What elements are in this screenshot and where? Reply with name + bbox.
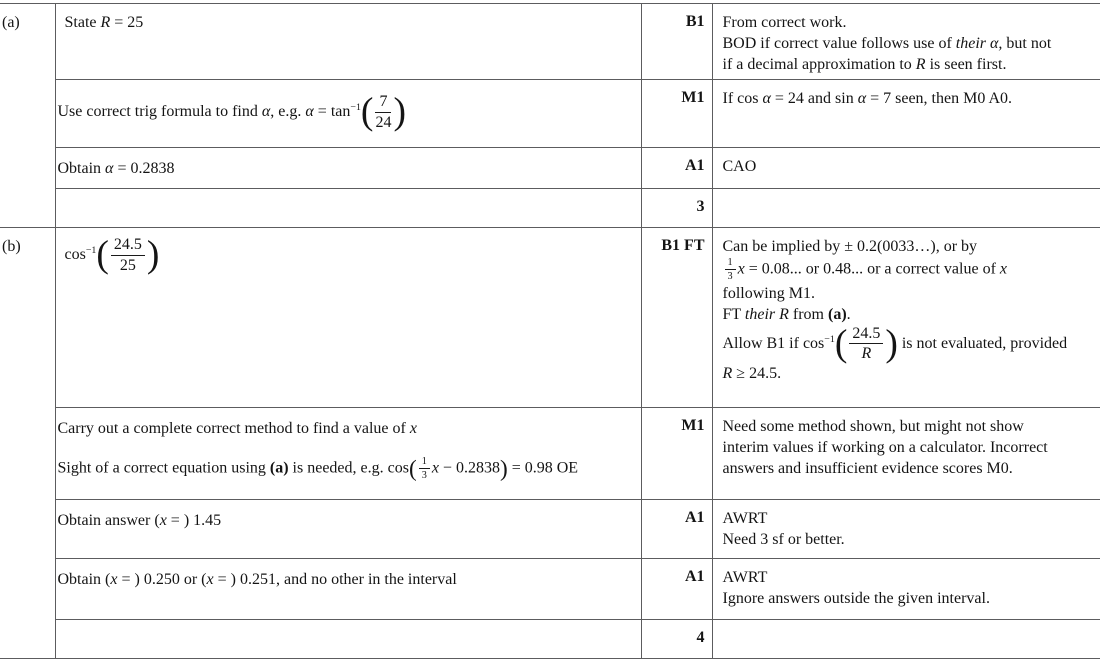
guidance-cell: If cos α = 24 and sin α = 7 seen, then M0 A0. — [712, 80, 1100, 148]
total-marks-cell: 4 — [641, 620, 712, 659]
table-row — [0, 559, 1100, 620]
guidance-cell: AWRT Ignore answers outside the given interval. — [712, 559, 1100, 620]
table-row — [0, 228, 1100, 408]
table-row — [0, 80, 1100, 148]
mark-cell: A1 — [641, 148, 712, 189]
mark-cell: M1 — [641, 80, 712, 148]
table-row — [0, 148, 1100, 189]
guidance-cell: Can be implied by ± 0.2(0033…), or by $\frac{1}{3}$ x = 0.08... or 0.48... or a correct value of x following M1. FT their R from (a). Allow B1 if $\cos^{-1}$( $\frac{24.5}{R}$ ) is not evaluated, provided R ≥ 24.5. — [712, 228, 1100, 408]
answer-cell: $\cos^{-1}$( $\frac{24.5}{25}$ ) — [55, 228, 641, 408]
empty-cell — [55, 620, 641, 659]
mark-cell: B1 FT — [641, 228, 712, 408]
table-row — [0, 189, 1100, 228]
answer-cell: Obtain (x = ) 0.250 or (x = ) 0.251, and no other in the interval — [55, 559, 641, 620]
empty-cell — [55, 189, 641, 228]
guidance-cell: Need some method shown, but might not show interim values if working on a calculator. Incorrect answers and insufficient evidence scores M0. — [712, 408, 1100, 500]
empty-cell — [712, 189, 1100, 228]
table-row — [0, 408, 1100, 500]
guidance-cell: AWRT Need 3 sf or better. — [712, 500, 1100, 559]
answer-cell: State R = 25 — [55, 4, 641, 80]
guidance-cell: From correct work. BOD if correct value follows use of their α, but not if a decimal approximation to R is seen first. — [712, 4, 1100, 80]
mark-cell: M1 — [641, 408, 712, 500]
empty-cell — [712, 620, 1100, 659]
table-row — [0, 500, 1100, 559]
mark-cell: A1 — [641, 500, 712, 559]
mark-scheme-table — [0, 3, 1100, 659]
part-label-a: (a) — [0, 4, 55, 228]
mark-cell: A1 — [641, 559, 712, 620]
answer-cell: Carry out a complete correct method to find a value of x Sight of a correct equation using (a) is needed, e.g. cos( $\frac{1}{3}$ x − 0.2838) = 0.98 OE — [55, 408, 641, 500]
guidance-cell: CAO — [712, 148, 1100, 189]
answer-cell: Obtain α = 0.2838 — [55, 148, 641, 189]
total-marks-cell: 3 — [641, 189, 712, 228]
mark-cell: B1 — [641, 4, 712, 80]
answer-cell: Use correct trig formula to find α, e.g. $\alpha = \tan^{-1}$( $\frac{7}{24}$ ) — [55, 80, 641, 148]
table-row — [0, 4, 1100, 80]
answer-cell: Obtain answer (x = ) 1.45 — [55, 500, 641, 559]
table-row — [0, 620, 1100, 659]
part-label-b: (b) — [0, 228, 55, 659]
